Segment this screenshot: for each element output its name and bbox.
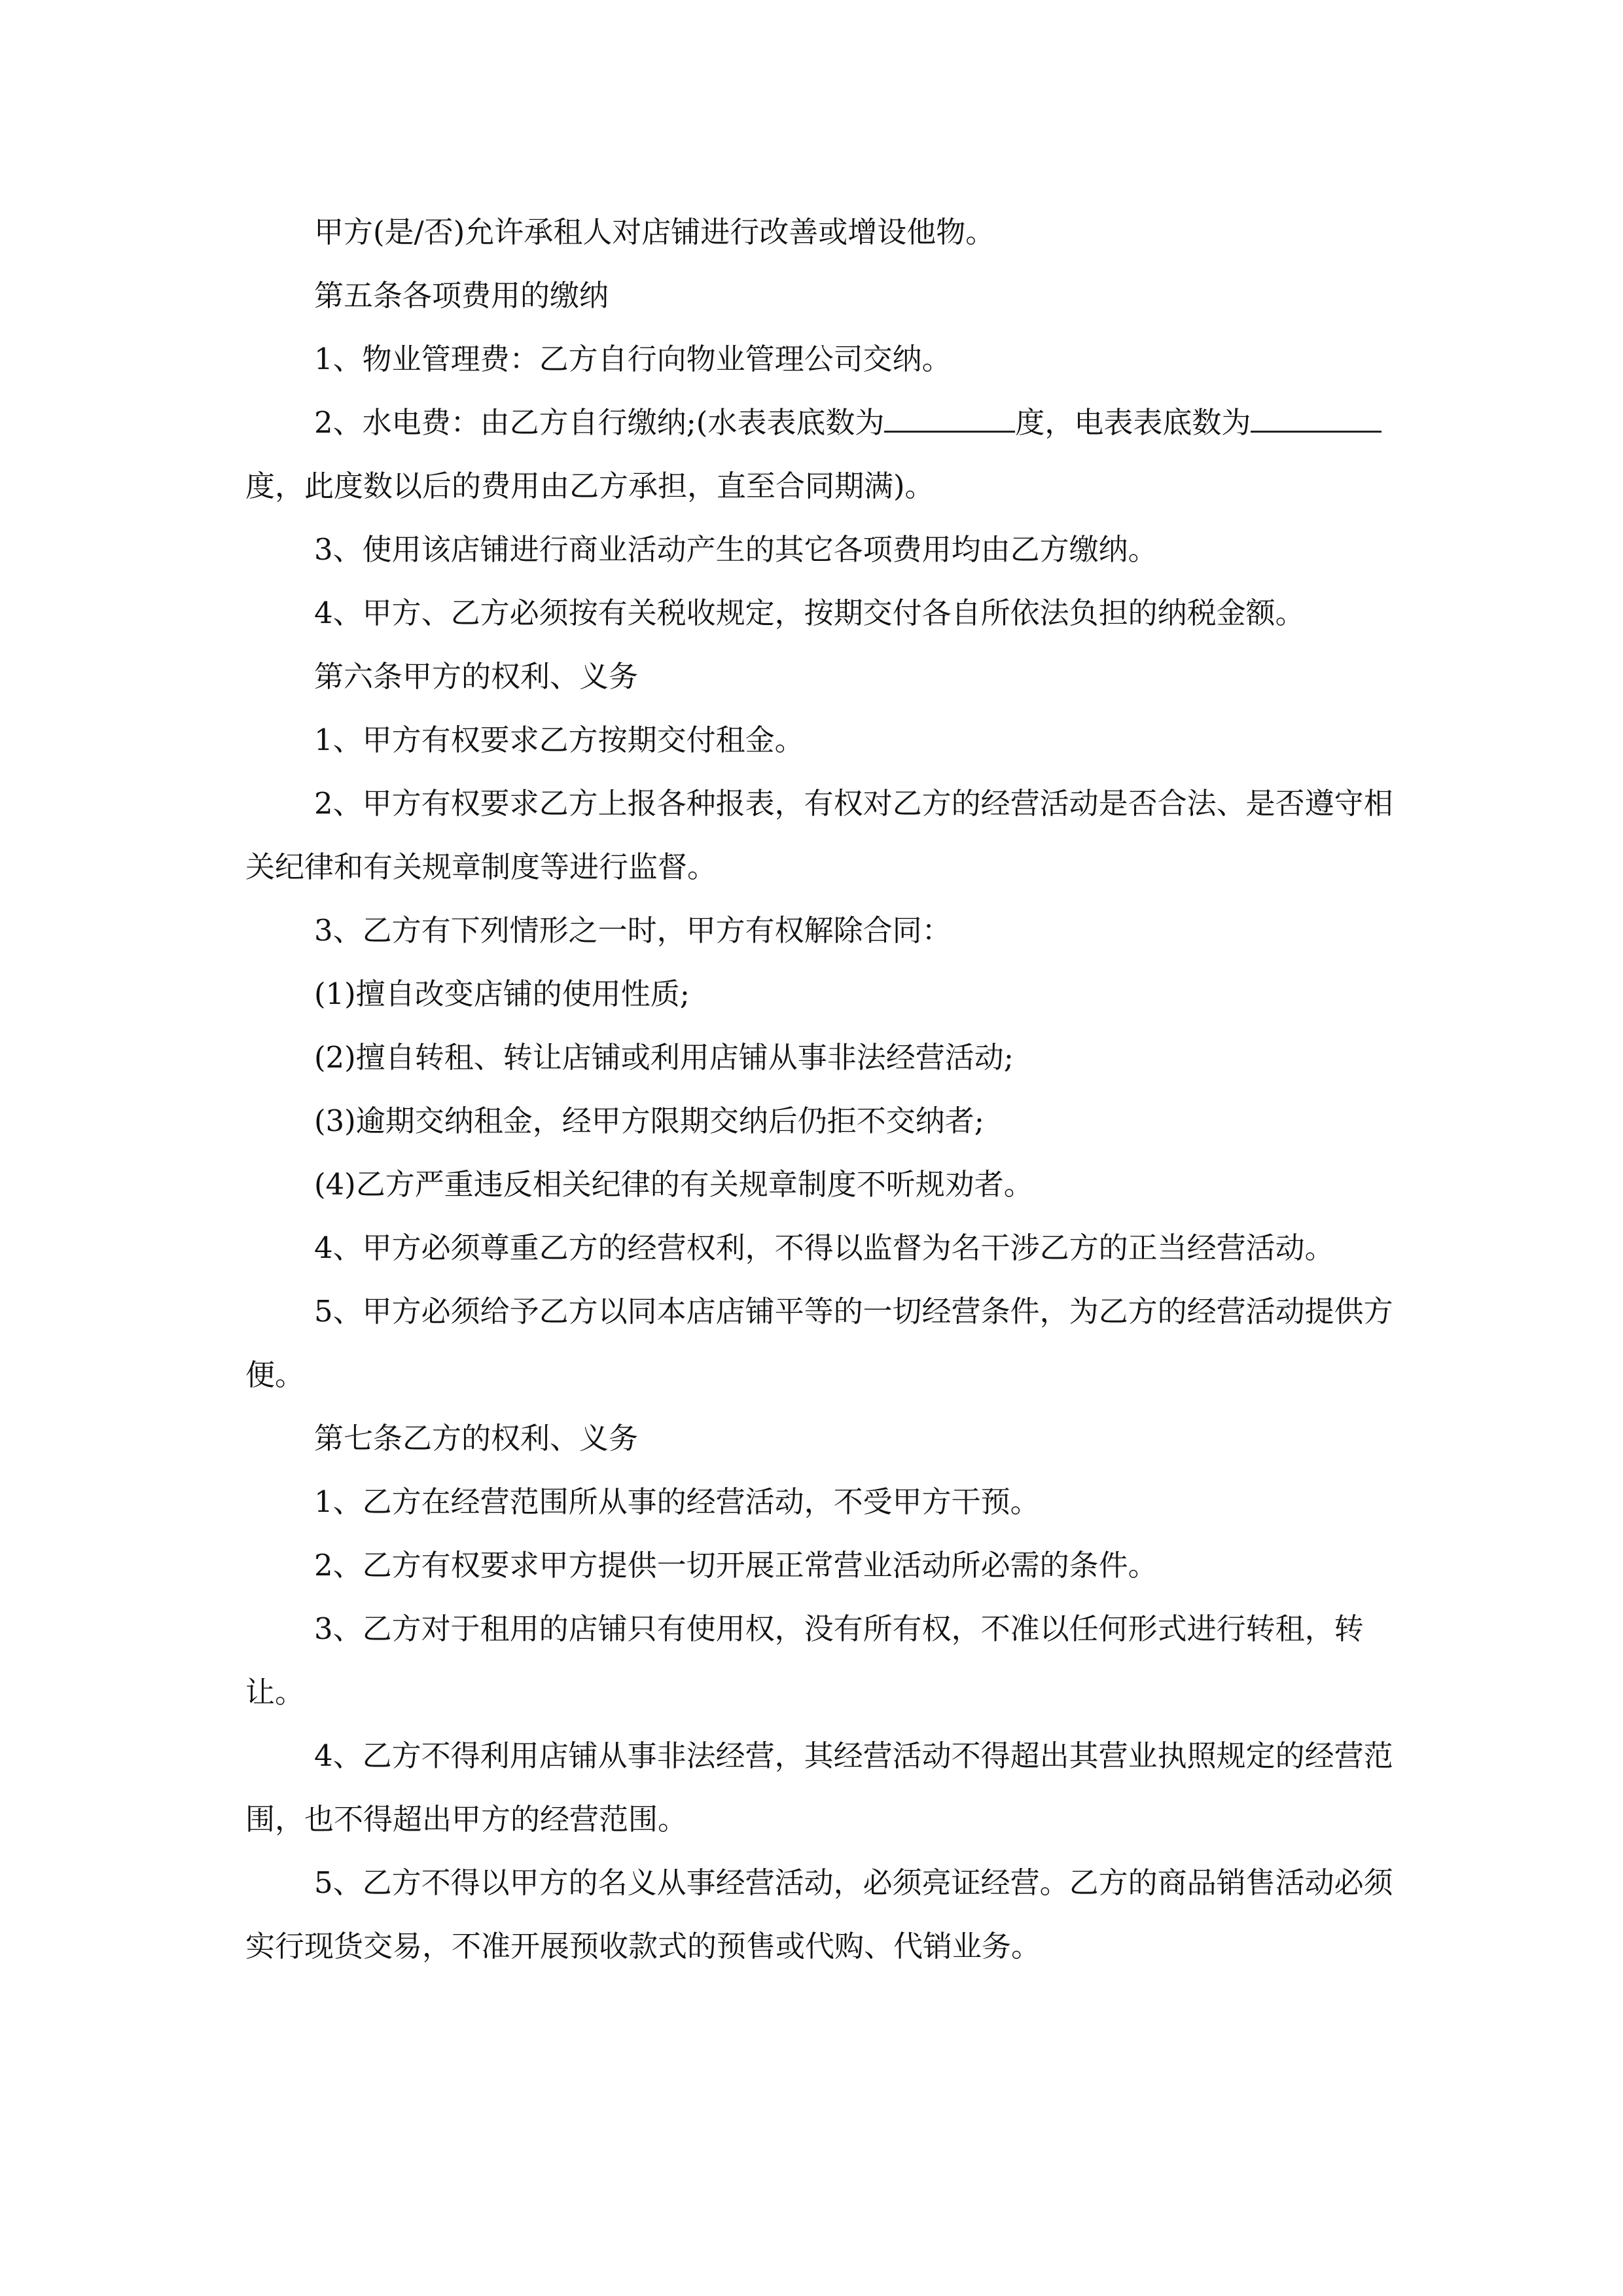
list-item-condition-3: (3)逾期交纳租金，经甲方限期交纳后仍拒不交纳者; <box>314 1103 984 1138</box>
paragraph-name-usage: 5、乙方不得以甲方的名义从事经营活动，必须亮证经营。乙方的商品销售活动必须实行现货交易，不准开展预收款式的预售或代购、代销业务。 <box>245 1865 1393 1964</box>
electric-meter-blank[interactable] <box>1251 404 1382 433</box>
paragraph-taxes: 4、甲方、乙方必须按有关税收规定，按期交付各自所依法负担的纳税金额。 <box>314 596 1305 630</box>
paragraph-equal-conditions: 5、甲方必须给予乙方以同本店店铺平等的一切经营条件，为乙方的经营活动提供方便。 <box>245 1294 1393 1392</box>
utilities-text-b: 度，电表表底数为 <box>1015 405 1251 440</box>
paragraph-reports-supervision: 2、甲方有权要求乙方上报各种报表，有权对乙方的经营活动是否合法、是否遵守相关纪律和有关规章制度等进行监督。 <box>245 786 1393 884</box>
paragraph-usage-rights: 3、乙方对于租用的店铺只有使用权，没有所有权，不准以任何形式进行转租，转让。 <box>245 1611 1364 1710</box>
paragraph-required-conditions: 2、乙方有权要求甲方提供一切开展正常营业活动所必需的条件。 <box>314 1548 1158 1583</box>
heading-article-6: 第六条甲方的权利、义务 <box>314 659 639 694</box>
paragraph-termination-conditions: 3、乙方有下列情形之一时，甲方有权解除合同： <box>314 913 952 948</box>
paragraph-utilities <box>245 391 1397 518</box>
list-item-condition-2: (2)擅自转租、转让店铺或利用店铺从事非法经营活动; <box>314 1040 1014 1075</box>
paragraph-legal-operation: 4、乙方不得利用店铺从事非法经营，其经营活动不得超出其营业执照规定的经营范围，也不得超出甲方的经营范围。 <box>245 1738 1393 1837</box>
paragraph-rent-payment: 1、甲方有权要求乙方按期交付租金。 <box>314 723 804 757</box>
list-item-condition-1: (1)擅自改变店铺的使用性质; <box>314 977 690 1011</box>
utilities-text-c: 度，此度数以后的费用由乙方承担，直至合同期满)。 <box>245 469 935 503</box>
paragraph-other-fees: 3、使用该店铺进行商业活动产生的其它各项费用均由乙方缴纳。 <box>314 532 1158 567</box>
paragraph-respect-rights: 4、甲方必须尊重乙方的经营权利，不得以监督为名干涉乙方的正当经营活动。 <box>314 1230 1334 1265</box>
heading-article-7: 第七条乙方的权利、义务 <box>314 1421 639 1456</box>
heading-article-5: 第五条各项费用的缴纳 <box>314 278 609 313</box>
paragraph-alteration-permission: 甲方(是/否)允许承租人对店铺进行改善或增设他物。 <box>314 215 995 249</box>
water-meter-blank[interactable] <box>884 404 1015 433</box>
list-item-condition-4: (4)乙方严重违反相关纪律的有关规章制度不听规劝者。 <box>314 1167 1033 1202</box>
paragraph-property-fee: 1、物业管理费：乙方自行向物业管理公司交纳。 <box>314 342 952 376</box>
paragraph-no-interference: 1、乙方在经营范围所从事的经营活动，不受甲方干预。 <box>314 1484 1040 1519</box>
utilities-text-a: 2、水电费：由乙方自行缴纳;(水表表底数为 <box>314 405 885 440</box>
document-page <box>245 200 1397 1978</box>
